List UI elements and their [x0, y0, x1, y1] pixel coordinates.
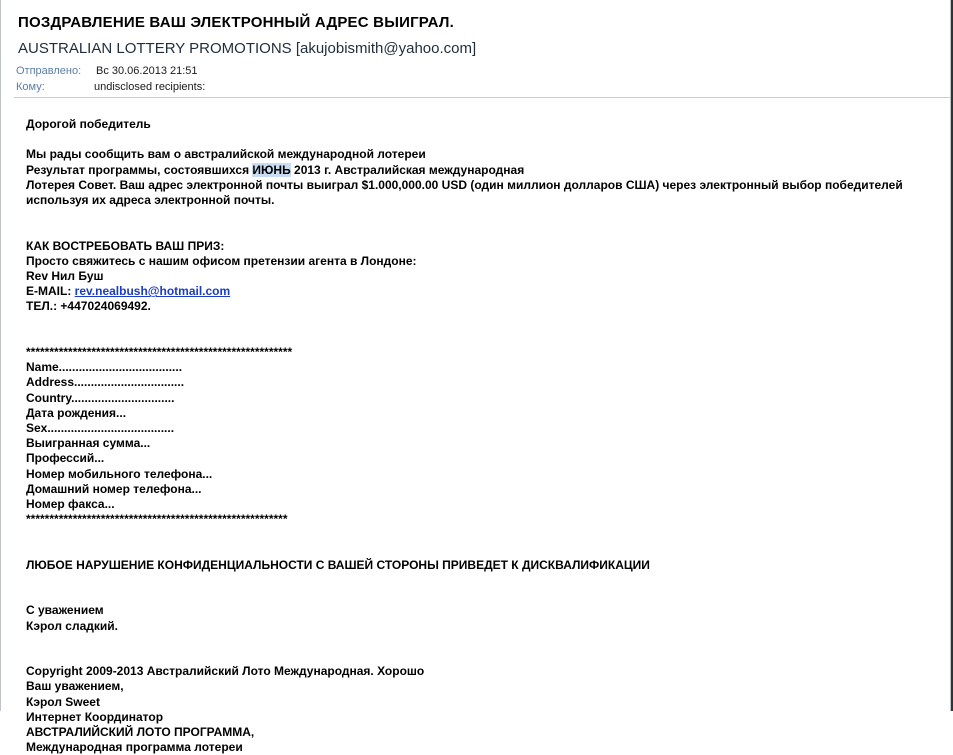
sent-value: Вс 30.06.2013 21:51	[96, 65, 198, 77]
email-sender[interactable]: AUSTRALIAN LOTTERY PROMOTIONS [akujobismith@yahoo.com]	[18, 40, 477, 57]
intro-line-2	[26, 163, 936, 178]
intro-line-3: Лотерея Совет. Ваш адрес электронной почты выиграл $1.000,000.00 USD (один миллион долларов США) через электронный выбор победителей	[26, 177, 903, 192]
to-value[interactable]: undisclosed recipients:	[94, 81, 206, 93]
sent-label: Отправлено:	[16, 65, 82, 77]
form-field-line: Name.....................................	[26, 360, 183, 375]
closing-3: Интернет Координатор	[26, 709, 164, 724]
closing-2: Кэрол Sweet	[26, 694, 100, 709]
separator-top: *********************************************************	[26, 344, 293, 359]
closing-5: Международная программа лотереи	[26, 740, 243, 755]
signer-name: Кэрол сладкий.	[26, 618, 118, 633]
intro-line-4: используя их адреса электронной почты.	[26, 193, 275, 207]
claim-heading: КАК ВОСТРЕБОВАТЬ ВАШ ПРИЗ:	[26, 238, 225, 253]
header-divider	[14, 97, 950, 98]
form-field-line: Номер мобильного телефона...	[26, 466, 213, 481]
form-fields-list	[26, 360, 936, 512]
email-header	[1, 0, 950, 98]
agent-name: Rev Нил Буш	[26, 268, 104, 283]
form-field-line: Профессий...	[26, 451, 105, 466]
form-field-line: Выигранная сумма...	[26, 436, 151, 451]
sent-row	[16, 65, 198, 77]
form-field-line: Номер факса...	[26, 497, 115, 511]
closing-4: АВСТРАЛИЙСКИЙ ЛОТО ПРОГРАММА,	[26, 724, 255, 739]
separator-bottom: ********************************************************	[26, 512, 288, 527]
email-body	[26, 117, 936, 755]
claim-instructions: Просто свяжитесь с нашим офисом претензии агента в Лондоне:	[26, 253, 417, 268]
greeting: Дорогой победитель	[26, 117, 151, 131]
agent-phone: ТЕЛ.: +447024069492.	[26, 299, 151, 314]
form-field-line: Sex......................................	[26, 420, 175, 435]
regards: С уважением	[26, 603, 104, 618]
closing-1: Ваш уважением,	[26, 679, 124, 694]
intro-line-2-post: 2013 г. Австралийская международная	[290, 162, 525, 177]
intro-line-2-pre: Результат программы, состоявшихся	[26, 162, 253, 177]
highlighted-month: ИЮНЬ	[252, 162, 291, 177]
to-row	[16, 81, 205, 93]
form-field-line: Country...............................	[26, 390, 175, 405]
agent-email-link[interactable]: rev.nealbush@hotmail.com	[74, 284, 231, 299]
email-label: E-MAIL:	[26, 284, 75, 299]
form-field-line: Домашний номер телефона...	[26, 481, 202, 496]
to-label: Кому:	[16, 81, 45, 93]
warning-text: ЛЮБОЕ НАРУШЕНИЕ КОНФИДЕНЦИАЛЬНОСТИ С ВАШЕЙ СТОРОНЫ ПРИВЕДЕТ К ДИСКВАЛИФИКАЦИИ	[26, 557, 650, 572]
agent-email-line	[26, 284, 936, 299]
email-subject: ПОЗДРАВЛЕНИЕ ВАШ ЭЛЕКТРОННЫЙ АДРЕС ВЫИГРАЛ.	[18, 14, 454, 31]
form-field-line: Address.................................	[26, 375, 185, 390]
intro-line-1: Мы рады сообщить вам о австралийской международной лотереи	[26, 147, 426, 162]
copyright-line: Copyright 2009-2013 Австралийский Лото Международная. Хорошо	[26, 664, 425, 679]
form-field-line: Дата рождения...	[26, 405, 127, 420]
